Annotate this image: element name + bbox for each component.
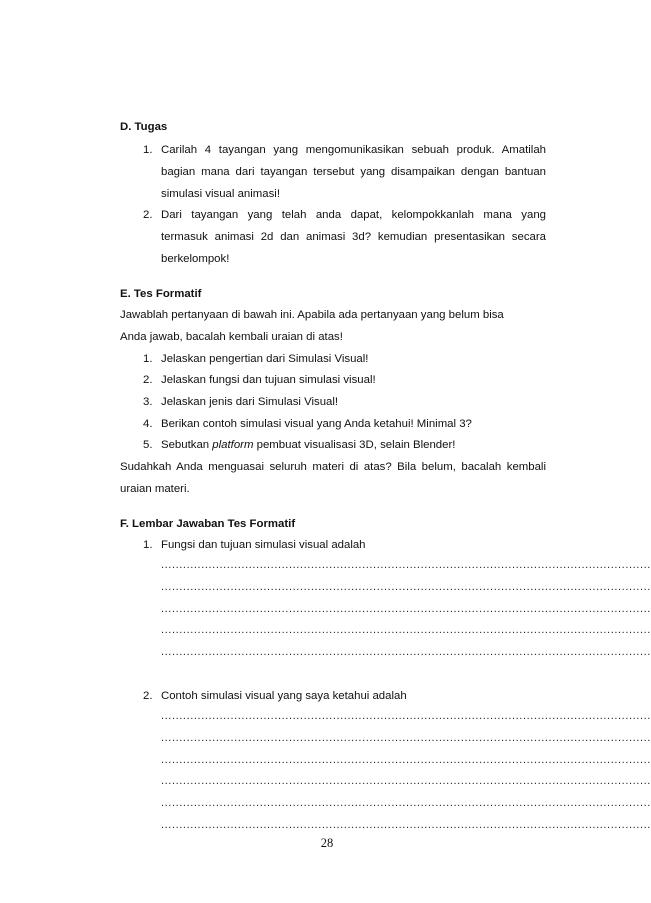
answer-2-line-3[interactable]: ...................................................................................................................................... — [161, 754, 651, 766]
question-3-text: Jelaskan jenis dari Simulasi Visual! — [161, 396, 339, 408]
task-2-line-1: Dari tayangan yang telah anda dapat, kelompokkanlah mana yang — [161, 209, 546, 221]
question-5-text-italic: platform — [212, 439, 254, 451]
task-2-line-2: termasuk animasi 2d dan animasi 3d? kemudian presentasikan secara — [161, 231, 546, 243]
answer-1-line-2[interactable]: ...................................................................................................................................... — [161, 581, 651, 593]
answer-1-prompt: Fungsi dan tujuan simulasi visual adalah — [161, 539, 366, 551]
formative-closing-line-1: Sudahkah Anda menguasai seluruh materi di atas? Bila belum, bacalah kembali — [120, 461, 546, 473]
question-2-number: 2. — [143, 374, 153, 386]
task-1-line-1: Carilah 4 tayangan yang mengomunikasikan sebuah produk. Amatilah — [161, 144, 546, 156]
task-2-number: 2. — [143, 209, 153, 221]
question-4-text: Berikan contoh simulasi visual yang Anda ketahui! Minimal 3? — [161, 418, 472, 430]
question-5-text-after: pembuat visualisasi 3D, selain Blender! — [253, 439, 456, 451]
answer-2-line-4[interactable]: ...................................................................................................................................... — [161, 775, 651, 787]
answer-2-number: 2. — [143, 690, 153, 702]
answer-1-line-3[interactable]: ...................................................................................................................................... — [161, 603, 651, 615]
page-number: 28 — [320, 836, 334, 850]
question-2-text: Jelaskan fungsi dan tujuan simulasi visual! — [161, 374, 376, 386]
section-e-heading: E. Tes Formatif — [120, 288, 202, 300]
task-1-line-2: bagian mana dari tayangan tersebut yang disampaikan dengan bantuan — [161, 166, 546, 178]
formative-closing-line-2: uraian materi. — [120, 483, 190, 495]
section-f-heading: F. Lembar Jawaban Tes Formatif — [120, 518, 296, 530]
question-5-number: 5. — [143, 439, 153, 451]
answer-2-line-1[interactable]: ...................................................................................................................................... — [161, 710, 651, 722]
answer-2-line-2[interactable]: ...................................................................................................................................... — [161, 732, 651, 744]
answer-1-line-5[interactable]: ...................................................................................................................................... — [161, 646, 651, 658]
answer-2-prompt: Contoh simulasi visual yang saya ketahui adalah — [161, 690, 407, 702]
question-5-text-before: Sebutkan — [161, 439, 213, 451]
question-1-number: 1. — [143, 353, 153, 365]
question-4-number: 4. — [143, 418, 153, 430]
answer-1-line-4[interactable]: ...................................................................................................................................... — [161, 624, 651, 636]
answer-1-number: 1. — [143, 539, 153, 551]
question-1-text: Jelaskan pengertian dari Simulasi Visual! — [161, 353, 369, 365]
answer-2-line-5[interactable]: ...................................................................................................................................... — [161, 797, 651, 809]
task-2-line-3: berkelompok! — [161, 253, 230, 265]
answer-2-line-6[interactable]: ...................................................................................................................................... — [161, 819, 651, 831]
task-1-number: 1. — [143, 144, 153, 156]
answer-1-line-1[interactable]: ...................................................................................................................................... — [161, 559, 651, 571]
formative-intro-line-1: Jawablah pertanyaan di bawah ini. Apabila ada pertanyaan yang belum bisa — [120, 309, 504, 321]
section-d-heading: D. Tugas — [120, 121, 168, 133]
question-3-number: 3. — [143, 396, 153, 408]
question-5-text — [161, 439, 455, 451]
formative-intro-line-2: Anda jawab, bacalah kembali uraian di atas! — [120, 331, 343, 343]
task-1-line-3: simulasi visual animasi! — [161, 188, 281, 200]
